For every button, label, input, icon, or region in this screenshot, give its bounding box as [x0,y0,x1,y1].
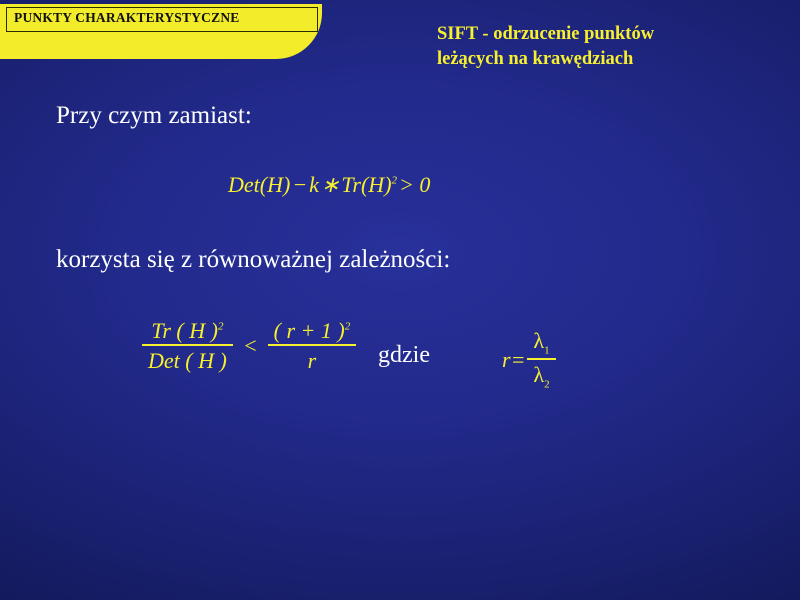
formula2-left-denominator: Det ( H ) [148,348,227,374]
page-title [437,22,777,72]
formula1-times: ∗ [320,172,340,197]
formula3-numerator [527,328,555,358]
formula2-right-numerator-exponent: 2 [344,320,351,333]
banner-label: PUNKTY CHARAKTERYSTYCZNE [14,10,240,25]
formula3-equals: = [510,346,526,372]
formula1-exponent: 2 [391,174,398,187]
formula2-relation: < [242,332,258,358]
formula2-left-numerator [145,318,229,344]
formula1-minus: − [292,172,308,197]
formula1-det: Det [228,172,260,197]
formula1-close-paren-2: ) [384,172,392,197]
formula1-k: k [309,172,319,197]
formula-determinant-condition [228,172,432,198]
formula3-r: r [502,346,511,372]
formula2-right-numerator [268,318,357,344]
formula1-open-paren-1: ( [259,172,268,197]
page-title-line2: leżących na krawędziach [437,49,634,69]
page-title-line1: SIFT - odrzucenie punktów [437,24,655,44]
formula3-denominator-lambda: λ [533,362,545,388]
formula3-denominator [527,360,555,391]
formula3-numerator-lambda: λ [533,328,545,353]
gdzie-label: gdzie [378,342,430,368]
banner [0,4,322,59]
formula-r-definition [502,328,558,391]
formula1-close-paren-1: ) [282,172,291,197]
body-text-line2: korzysta się z równoważnej zależności: [56,246,451,273]
formula2-right-fraction [268,318,357,374]
formula2-left-fraction [142,318,233,374]
formula3-numerator-subscript: 1 [544,344,550,357]
formula1-h-1: H [267,172,283,197]
formula2-right-denominator: r [307,348,317,374]
formula3-denominator-subscript: 2 [544,378,550,391]
formula2-left-numerator-exponent: 2 [217,320,224,333]
formula2-left-numerator-text: Tr ( H ) [151,318,218,343]
formula3-fraction [527,328,555,391]
formula1-tr: Tr [341,172,361,197]
formula-ratio-inequality [140,318,358,374]
formula1-relation: > 0 [399,172,431,197]
formula2-right-numerator-text: ( r + 1 ) [273,318,345,343]
body-text-line1: Przy czym zamiast: [56,102,252,129]
formula1-h-2: H [368,172,385,197]
formula1-open-paren-2: ( [360,172,369,197]
